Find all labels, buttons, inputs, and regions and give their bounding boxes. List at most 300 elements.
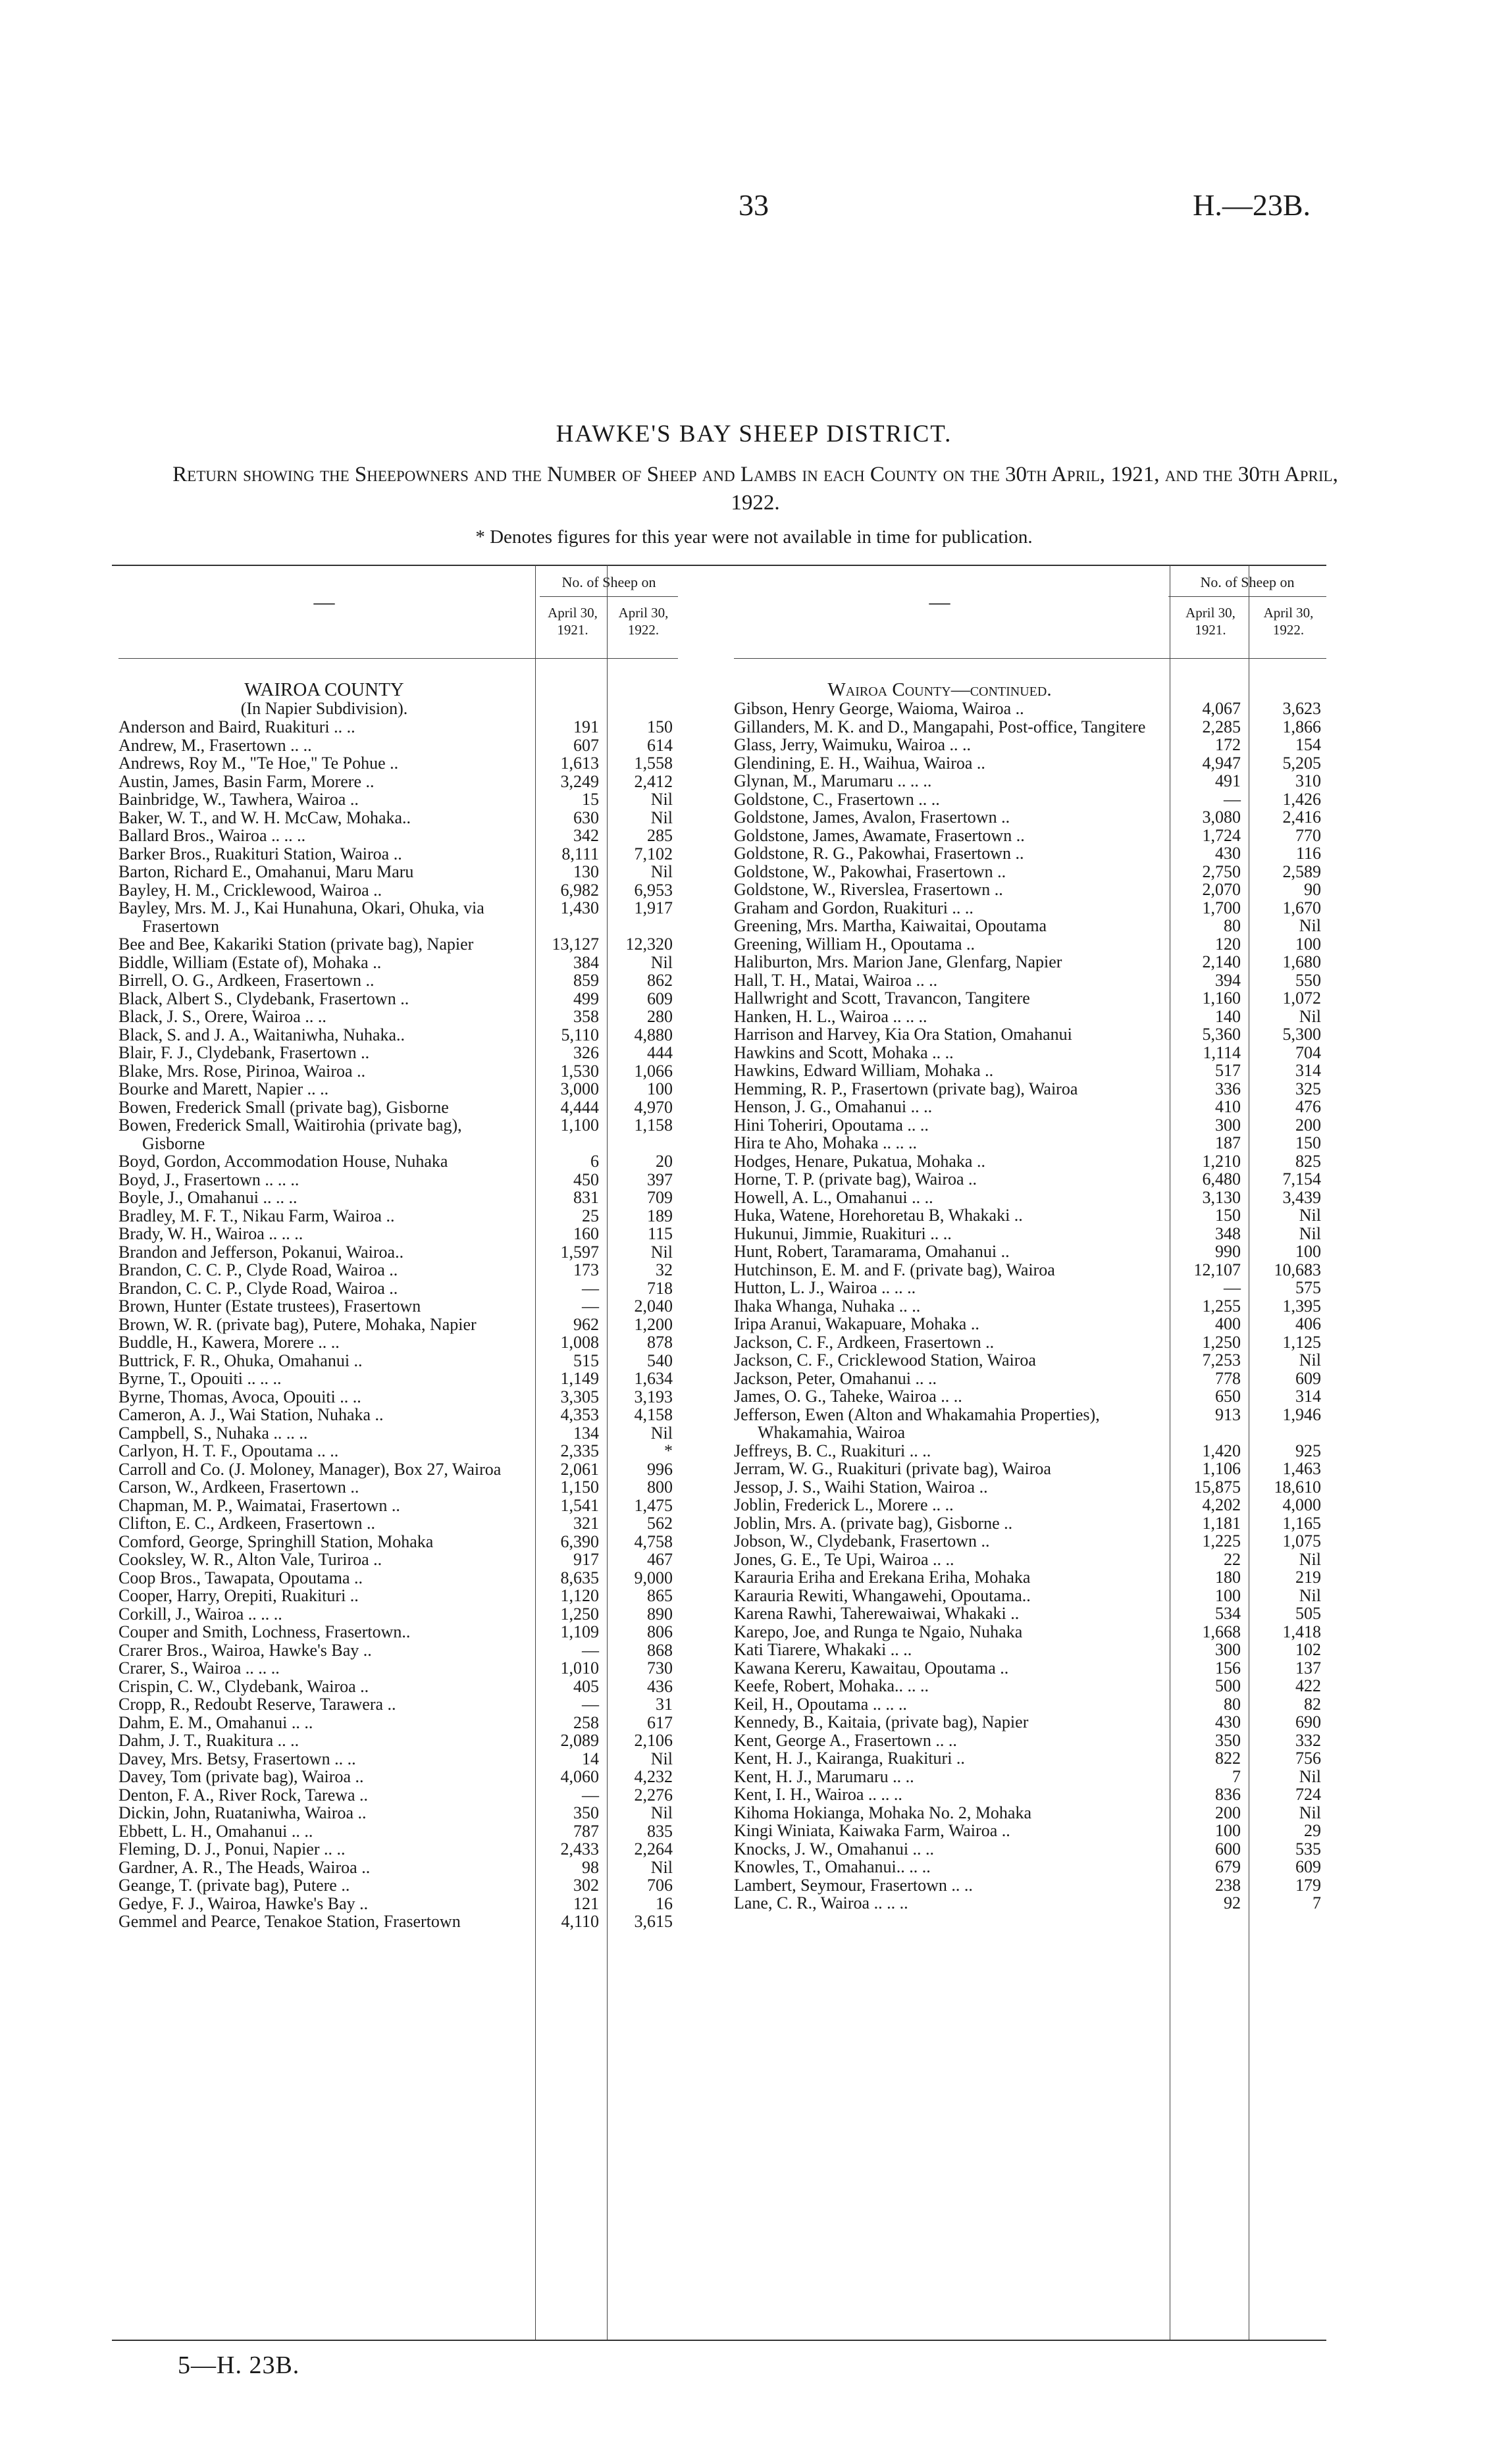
sheep-1921-cell: 405: [573, 1676, 599, 1696]
table-row: [734, 1514, 1326, 1533]
owner-name-cell: Jessop, J. S., Waihi Station, Wairoa ..: [734, 1477, 988, 1497]
sheep-1921-cell: 450: [573, 1169, 599, 1189]
sheep-1922-cell: 800: [647, 1477, 673, 1497]
owner-name-cell: Karauria Eriha and Erekana Eriha, Mohaka: [734, 1568, 1031, 1587]
table-row: [118, 1533, 678, 1551]
sheep-1922-cell: Nil: [650, 1857, 673, 1877]
owner-name-cell: Jackson, Peter, Omahanui .. ..: [734, 1368, 937, 1388]
owner-name-cell: Carson, W., Ardkeen, Frasertown ..: [118, 1477, 359, 1497]
sheep-1921-cell: 394: [1215, 970, 1241, 990]
owner-name-cell: Knocks, J. W., Omahanui .. ..: [734, 1839, 935, 1859]
sheep-1922-cell: 609: [1295, 1368, 1321, 1388]
owner-name-cell: Hanken, H. L., Wairoa .. .. ..: [734, 1006, 927, 1026]
table-row: [118, 1623, 678, 1641]
sheep-1921-cell: 6,982: [560, 880, 599, 900]
table-row: [118, 1171, 678, 1189]
table-row: [118, 1026, 678, 1044]
sheep-1921-cell: 4,202: [1202, 1495, 1241, 1514]
sheep-1922-cell: 770: [1295, 825, 1321, 845]
owner-name-cell: Black, J. S., Orere, Wairoa .. ..: [118, 1007, 326, 1026]
document-code: H.—23B.: [1193, 188, 1311, 222]
column-header-1922: April 30, 1922.: [1263, 605, 1314, 638]
owner-name-cell: Hemming, R. P., Frasertown (private bag), Wairoa: [734, 1079, 1078, 1098]
sheep-1921-cell: 342: [573, 826, 599, 845]
sheep-1922-cell: 1,418: [1282, 1622, 1321, 1641]
table-row: [734, 1876, 1326, 1895]
sheep-1922-cell: 2,106: [634, 1731, 673, 1750]
sheep-1922-cell: 18,610: [1274, 1477, 1321, 1497]
table-row: [118, 1750, 678, 1768]
owner-name-cell: Bayley, H. M., Cricklewood, Wairoa ..: [118, 880, 382, 900]
table-row: [118, 1569, 678, 1587]
sheep-1921-cell: —: [582, 1640, 599, 1660]
owner-name-cell: Huka, Watene, Horehoretau B, Whakaki ..: [734, 1206, 1023, 1225]
sheep-1921-cell: 1,149: [560, 1369, 599, 1388]
owner-name-cell: Boyle, J., Omahanui .. .. ..: [118, 1188, 298, 1207]
sheep-1921-cell: —: [582, 1785, 599, 1805]
table-row: [118, 1080, 678, 1098]
sheep-1922-cell: 3,193: [634, 1387, 673, 1406]
owner-name-cell: Biddle, William (Estate of), Mohaka ..: [118, 952, 382, 972]
table-row: [734, 1822, 1326, 1840]
sheep-1922-cell: 4,880: [634, 1025, 673, 1044]
sheep-1921-cell: 160: [573, 1224, 599, 1243]
sheep-1922-cell: 835: [647, 1821, 673, 1841]
sheep-1922-cell: Nil: [650, 1749, 673, 1768]
sheep-1922-cell: 3,623: [1282, 699, 1321, 718]
owner-name-cell: Goldstone, R. G., Pakowhai, Frasertown ..: [734, 844, 1024, 863]
sheep-1922-cell: 137: [1295, 1658, 1321, 1678]
owner-name-cell: Kent, H. J., Kairanga, Ruakituri ..: [734, 1749, 965, 1768]
table-row: [734, 1406, 1326, 1442]
sheep-1921-cell: 990: [1215, 1242, 1241, 1261]
sheep-1921-cell: 5,360: [1202, 1025, 1241, 1044]
table-row: [118, 736, 678, 755]
sheep-1921-cell: 491: [1215, 771, 1241, 790]
table-row: [118, 790, 678, 809]
owner-name-cell: Glendining, E. H., Waihua, Wairoa ..: [734, 753, 985, 773]
owner-name-cell: Geange, T. (private bag), Putere ..: [118, 1876, 350, 1895]
owner-name-cell: Boyd, J., Frasertown .. .. ..: [118, 1169, 299, 1189]
header-divider: [540, 596, 678, 597]
table-row: [118, 1225, 678, 1243]
sheep-1921-cell: 1,250: [560, 1604, 599, 1624]
sheep-1921-cell: 121: [573, 1893, 599, 1913]
sheep-1921-cell: 150: [1215, 1206, 1241, 1225]
owner-name-cell: Andrews, Roy M., "Te Hoe," Te Pohue ..: [118, 754, 399, 773]
sheep-1922-cell: 314: [1295, 1387, 1321, 1406]
table-row: [734, 1587, 1326, 1605]
owner-name-cell: Lane, C. R., Wairoa .. .. ..: [734, 1893, 908, 1912]
owner-name-cell: Gardner, A. R., The Heads, Wairoa ..: [118, 1857, 371, 1877]
owner-name-cell: Hodges, Henare, Pukatua, Mohaka ..: [734, 1151, 985, 1171]
sheep-1922-cell: Nil: [1299, 1223, 1321, 1243]
sheep-1921-cell: 400: [1215, 1314, 1241, 1333]
table-row: [734, 1840, 1326, 1859]
sheep-1921-cell: 321: [573, 1514, 599, 1533]
table-row: [734, 1460, 1326, 1478]
sheep-1922-cell: 2,412: [634, 771, 673, 791]
table-row: [118, 754, 678, 773]
table-row: [118, 1587, 678, 1605]
table-row: [118, 881, 678, 900]
table-row: [118, 1044, 678, 1062]
owner-name-cell: Fleming, D. J., Ponui, Napier .. ..: [118, 1839, 346, 1859]
owner-name-cell: Kingi Winiata, Kaiwaka Farm, Wairoa ..: [734, 1821, 1010, 1840]
left-table-header: [118, 565, 678, 657]
owner-name-cell: Hira te Aho, Mohaka .. .. ..: [734, 1133, 918, 1152]
sheep-1922-cell: 1,395: [1282, 1296, 1321, 1316]
sheep-1922-cell: 116: [1295, 844, 1321, 863]
sheep-1922-cell: 310: [1295, 771, 1321, 790]
section-subtitle: (In Napier Subdivision).: [240, 699, 408, 718]
table-row: [734, 1623, 1326, 1641]
sheep-1922-cell: 865: [647, 1586, 673, 1605]
owner-name-cell: Barton, Richard E., Omahanui, Maru Maru: [118, 862, 414, 881]
table-row: [118, 1859, 678, 1877]
owner-name-cell: Cropp, R., Redoubt Reserve, Tarawera ..: [118, 1695, 396, 1714]
owner-name-cell: Graham and Gordon, Ruakituri .. ..: [734, 898, 974, 917]
sheep-1921-cell: 6,390: [560, 1531, 599, 1551]
owner-name-cell: Bee and Bee, Kakariki Station (private bag), Napier: [118, 935, 474, 954]
column-header-1921: April 30, 1921.: [548, 605, 598, 638]
table-row: [734, 754, 1326, 773]
sheep-1922-cell: 1,200: [634, 1314, 673, 1334]
sheep-1922-cell: 609: [1295, 1857, 1321, 1876]
left-table: [118, 565, 678, 2340]
sheep-1921-cell: 7,253: [1202, 1350, 1241, 1370]
sheep-1922-cell: 2,416: [1282, 808, 1321, 827]
table-row: [734, 1370, 1326, 1388]
sheep-1922-cell: 1,670: [1282, 898, 1321, 917]
sheep-1921-cell: 120: [1215, 934, 1241, 954]
owner-name-cell: Blake, Mrs. Rose, Pirinoa, Wairoa ..: [118, 1061, 366, 1081]
sheep-1922-cell: Nil: [650, 808, 673, 827]
sheep-1922-cell: 467: [647, 1550, 673, 1569]
owner-name-cell: Corkill, J., Wairoa .. .. ..: [118, 1604, 282, 1624]
sheep-1922-cell: 1,917: [634, 898, 673, 917]
sheep-1922-cell: 4,970: [634, 1097, 673, 1117]
name-column-header: —: [929, 590, 950, 613]
sheep-1922-cell: 5,300: [1282, 1025, 1321, 1044]
owner-name-cell: Greening, William H., Opoutama ..: [734, 934, 975, 954]
sheep-1922-cell: 100: [1295, 1242, 1321, 1261]
sheep-1922-cell: Nil: [650, 1803, 673, 1822]
table-row: [118, 1189, 678, 1207]
table-row: [734, 1478, 1326, 1497]
owner-name-cell: Davey, Tom (private bag), Wairoa ..: [118, 1767, 364, 1786]
sheep-1921-cell: 1,255: [1202, 1296, 1241, 1316]
owner-name-cell: Crispin, C. W., Clydebank, Wairoa ..: [118, 1676, 369, 1696]
sheep-1921-cell: 410: [1215, 1097, 1241, 1116]
table-row: [734, 1315, 1326, 1333]
header-bottom-rule: [118, 658, 678, 659]
sheep-1922-cell: 878: [647, 1333, 673, 1352]
sheep-1922-cell: 709: [647, 1188, 673, 1207]
sheep-1921-cell: 2,070: [1202, 880, 1241, 899]
owner-name-cell: Andrew, M., Frasertown .. ..: [118, 735, 312, 755]
sheep-count-group-header: No. of Sheep on: [561, 574, 656, 590]
sheep-1921-cell: 350: [573, 1803, 599, 1822]
sheep-1921-cell: 7: [1232, 1766, 1241, 1786]
table-row: [118, 1406, 678, 1424]
sheep-1921-cell: 1,114: [1203, 1042, 1241, 1062]
owner-name-cell: Crarer, S., Wairoa .. .. ..: [118, 1658, 280, 1678]
table-row: [734, 1568, 1326, 1587]
table-row: [118, 935, 678, 954]
sheep-1922-cell: 10,683: [1274, 1260, 1321, 1279]
sheep-1922-cell: 2,276: [634, 1785, 673, 1805]
table-row: [734, 790, 1326, 809]
sheep-1922-cell: 706: [647, 1876, 673, 1895]
owner-name-cell: Byrne, T., Opouiti .. .. ..: [118, 1369, 282, 1388]
owner-name-cell: Dickin, John, Ruataniwha, Wairoa ..: [118, 1803, 367, 1822]
table-row: [734, 1858, 1326, 1876]
sheep-1922-cell: 1,463: [1282, 1459, 1321, 1478]
sheep-1921-cell: 238: [1215, 1875, 1241, 1895]
owner-name-cell: Gedye, F. J., Wairoa, Hawke's Bay ..: [118, 1893, 369, 1913]
table-row: [118, 1116, 678, 1152]
sheep-1921-cell: —: [582, 1278, 599, 1298]
sheep-1922-cell: 862: [647, 971, 673, 990]
sheep-1922-cell: 756: [1295, 1749, 1321, 1768]
table-row: [734, 1551, 1326, 1569]
sheep-1922-cell: 436: [647, 1676, 673, 1696]
table-row: [734, 917, 1326, 935]
sheep-1921-cell: 1,724: [1202, 825, 1241, 845]
sheep-1922-cell: 189: [647, 1206, 673, 1225]
sheep-1922-cell: 1,558: [634, 754, 673, 773]
owner-name-cell: Bowen, Frederick Small (private bag), Gisborne: [118, 1097, 449, 1117]
sheep-1921-cell: 191: [573, 717, 599, 736]
owner-name-cell: Harrison and Harvey, Kia Ora Station, Omahanui: [734, 1025, 1072, 1044]
owner-name-cell: Brady, W. H., Wairoa .. .. ..: [118, 1224, 303, 1243]
sheep-1922-cell: 1,165: [1282, 1513, 1321, 1533]
table-row: [734, 1659, 1326, 1678]
sheep-1921-cell: 607: [573, 735, 599, 755]
table-row: [734, 1152, 1326, 1171]
sheep-1921-cell: 787: [573, 1821, 599, 1841]
owner-name-cell: Gemmel and Pearce, Tenakoe Station, Frasertown: [118, 1912, 461, 1931]
table-bottom-rule: [112, 2340, 1326, 2341]
owner-name-cell: Goldstone, James, Awamate, Frasertown ..: [734, 825, 1025, 845]
sheep-1921-cell: 302: [573, 1876, 599, 1895]
table-row: [734, 1442, 1326, 1460]
sheep-1921-cell: 80: [1224, 1694, 1241, 1714]
sheep-1921-cell: 1,541: [560, 1495, 599, 1515]
table-row: [118, 1786, 678, 1805]
sheep-1921-cell: 600: [1215, 1839, 1241, 1859]
sheep-1921-cell: 3,249: [560, 771, 599, 791]
sheep-1921-cell: 140: [1215, 1006, 1241, 1026]
sheep-1921-cell: —: [582, 1695, 599, 1714]
sheep-1921-cell: 2,335: [560, 1441, 599, 1460]
owner-name-cell: Keefe, Robert, Mohaka.. .. ..: [734, 1676, 929, 1695]
sheep-1922-cell: 690: [1295, 1712, 1321, 1732]
owner-name-cell: Kati Tiarere, Whakaki .. ..: [734, 1640, 912, 1659]
owner-name-cell: Greening, Mrs. Martha, Kaiwaitai, Opoutama: [734, 916, 1047, 935]
sheep-count-group-header: No. of Sheep on: [1200, 574, 1295, 590]
sheep-1922-cell: 476: [1295, 1097, 1321, 1116]
sheep-1921-cell: 173: [573, 1260, 599, 1279]
sheep-1922-cell: 9,000: [634, 1568, 673, 1587]
owner-name-cell: Goldstone, W., Pakowhai, Frasertown ..: [734, 861, 1006, 881]
table-row: [118, 1912, 678, 1931]
sheep-1922-cell: 285: [647, 826, 673, 845]
table-row: [734, 1206, 1326, 1225]
owner-name-cell: Goldstone, C., Frasertown .. ..: [734, 789, 940, 809]
availability-note: * Denotes figures for this year were not available in time for publication.: [475, 526, 1033, 548]
table-row: [734, 1098, 1326, 1116]
table-row: [734, 1008, 1326, 1026]
sheep-1921-cell: 1,010: [560, 1658, 599, 1678]
sheep-1921-cell: —: [1224, 1278, 1241, 1297]
table-row: [118, 1316, 678, 1334]
sheep-1921-cell: 630: [573, 808, 599, 827]
table-row: [118, 1098, 678, 1117]
sheep-1921-cell: 1,668: [1202, 1622, 1241, 1641]
sheep-1922-cell: Nil: [1299, 1766, 1321, 1786]
table-row: [734, 827, 1326, 845]
owner-name-cell: Brandon and Jefferson, Pokanui, Wairoa..: [118, 1242, 404, 1262]
column-header-1921: April 30, 1921.: [1185, 605, 1235, 638]
table-row: [118, 1497, 678, 1515]
sheep-1921-cell: 1,008: [560, 1333, 599, 1352]
return-subtitle: Return showing the Sheepowners and the Number of Sheep and Lambs in each County on the 30th April, 1921, and the 30th April, 1922.: [172, 463, 1338, 515]
sheep-1922-cell: 82: [1304, 1694, 1321, 1714]
owner-name-cell: Karena Rawhi, Taherewaiwai, Whakaki ..: [734, 1604, 1020, 1623]
owner-name-cell: Haliburton, Mrs. Marion Jane, Glenfarg, Napier: [734, 952, 1062, 971]
owner-name-cell: Jobson, W., Clydebank, Frasertown ..: [734, 1531, 990, 1551]
table-row: [118, 990, 678, 1008]
sheep-1922-cell: 332: [1295, 1730, 1321, 1750]
table-row: [118, 899, 678, 935]
table-row: [734, 1297, 1326, 1316]
owner-name-cell: James, O. G., Taheke, Wairoa .. ..: [734, 1387, 962, 1406]
sheep-1922-cell: 1,475: [634, 1495, 673, 1515]
owner-name-cell: Jones, G. E., Te Upi, Wairoa .. ..: [734, 1549, 954, 1569]
table-row: [734, 1279, 1326, 1297]
owner-name-cell: Knowles, T., Omahanui.. .. ..: [734, 1857, 931, 1876]
sheep-1922-cell: 1,426: [1282, 789, 1321, 809]
sheep-1922-cell: 2,040: [634, 1296, 673, 1316]
owner-name-cell: Hallwright and Scott, Travancon, Tangitere: [734, 988, 1030, 1008]
table-row: [734, 736, 1326, 754]
table-row: [118, 1388, 678, 1406]
sheep-1921-cell: 100: [1215, 1585, 1241, 1605]
sheep-1922-cell: Nil: [1299, 1549, 1321, 1569]
header-bottom-rule: [734, 658, 1326, 659]
sheep-1921-cell: 3,080: [1202, 808, 1241, 827]
table-row: [734, 1044, 1326, 1062]
sheep-1922-cell: 996: [647, 1459, 673, 1479]
table-row: [734, 1261, 1326, 1279]
sheep-1921-cell: 4,444: [560, 1097, 599, 1117]
sheep-1921-cell: 499: [573, 988, 599, 1008]
sheep-1921-cell: 1,597: [560, 1242, 599, 1262]
sheep-1921-cell: 430: [1215, 1712, 1241, 1732]
sheep-1921-cell: 1,210: [1202, 1151, 1241, 1171]
table-row: [118, 1804, 678, 1822]
owner-name-cell: Karauria Rewiti, Whangawehi, Opoutama..: [734, 1585, 1031, 1605]
owner-name-cell: Goldstone, James, Avalon, Frasertown ..: [734, 808, 1010, 827]
owner-name-cell: Brandon, C. C. P., Clyde Road, Wairoa ..: [118, 1260, 398, 1279]
owner-name-cell: Hawkins, Edward William, Mohaka ..: [734, 1061, 994, 1080]
owner-name-cell: Black, Albert S., Clydebank, Frasertown ..: [118, 988, 409, 1008]
owner-name-cell: Carlyon, H. T. F., Opoutama .. ..: [118, 1441, 339, 1460]
sheep-1921-cell: 1,530: [560, 1061, 599, 1081]
sheep-1921-cell: 156: [1215, 1658, 1241, 1678]
sheep-1921-cell: 80: [1224, 916, 1241, 935]
sheep-1922-cell: 150: [647, 717, 673, 736]
sheep-1921-cell: 4,060: [560, 1767, 599, 1786]
sheep-1922-cell: 179: [1295, 1875, 1321, 1895]
table-row: [734, 1170, 1326, 1189]
table-row: [118, 827, 678, 845]
table-row: [734, 1604, 1326, 1623]
table-row: [734, 1732, 1326, 1750]
sheep-1922-cell: 806: [647, 1622, 673, 1641]
table-row: [734, 718, 1326, 736]
table-row: [734, 1532, 1326, 1551]
table-row: [734, 1894, 1326, 1912]
sheep-1921-cell: 350: [1215, 1730, 1241, 1750]
owner-name-cell: Gibson, Henry George, Waioma, Wairoa ..: [734, 699, 1024, 718]
table-row: [734, 989, 1326, 1008]
sheep-1921-cell: 258: [573, 1712, 599, 1732]
table-row: [118, 845, 678, 863]
sheep-1921-cell: 2,089: [560, 1731, 599, 1750]
sheep-1922-cell: 100: [647, 1079, 673, 1098]
owner-name-cell: Anderson and Baird, Ruakituri .. ..: [118, 717, 355, 736]
owner-name-cell: Comford, George, Springhill Station, Mohaka: [118, 1531, 434, 1551]
sheep-1922-cell: 1,866: [1282, 717, 1321, 736]
table-row: [734, 1134, 1326, 1152]
table-row: [118, 1460, 678, 1479]
table-row: [734, 1333, 1326, 1352]
owner-name-cell: Hutton, L. J., Wairoa .. .. ..: [734, 1278, 916, 1297]
owner-name-cell: Hall, T. H., Matai, Wairoa .. ..: [734, 970, 938, 990]
table-row: [118, 1261, 678, 1279]
sheep-1921-cell: 14: [582, 1749, 599, 1768]
sheep-1922-cell: 1,066: [634, 1061, 673, 1081]
table-row: [118, 718, 678, 736]
sheep-1922-cell: 4,000: [1282, 1495, 1321, 1514]
header-divider: [1168, 596, 1326, 597]
owner-name-cell: Ihaka Whanga, Nuhaka .. ..: [734, 1296, 921, 1316]
owner-name-cell: Hutchinson, E. M. and F. (private bag), Wairoa: [734, 1260, 1055, 1279]
sheep-1922-cell: 6,953: [634, 880, 673, 900]
sheep-1921-cell: 3,305: [560, 1387, 599, 1406]
sheep-1922-cell: 422: [1295, 1676, 1321, 1695]
sheep-1922-cell: 2,589: [1282, 861, 1321, 881]
sheep-1921-cell: 2,285: [1202, 717, 1241, 736]
sheep-1921-cell: 2,140: [1202, 952, 1241, 971]
sheep-1922-cell: 718: [647, 1278, 673, 1298]
sheep-1922-cell: 925: [1295, 1441, 1321, 1460]
owner-name-cell: Hini Toheriri, Opoutama .. ..: [734, 1115, 929, 1135]
sheep-1922-cell: Nil: [1299, 1006, 1321, 1026]
sheep-1921-cell: 5,110: [561, 1025, 599, 1044]
owner-name-cell: Barker Bros., Ruakituri Station, Wairoa ..: [118, 844, 402, 863]
table-row: [118, 1768, 678, 1786]
sheep-1922-cell: 4,158: [634, 1405, 673, 1424]
owner-name-cell: Buddle, H., Kawera, Morere .. ..: [118, 1333, 340, 1352]
sheep-1921-cell: —: [1224, 789, 1241, 809]
sheep-1922-cell: 154: [1295, 735, 1321, 754]
sheep-1921-cell: 4,353: [560, 1405, 599, 1424]
sheep-1922-cell: Nil: [650, 1423, 673, 1443]
